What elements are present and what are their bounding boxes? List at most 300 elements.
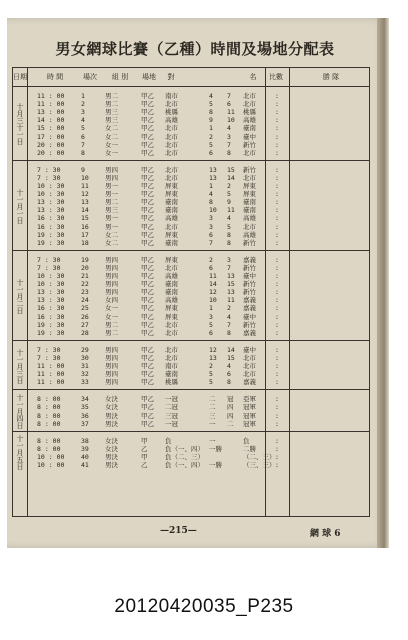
day-divider bbox=[13, 250, 369, 251]
team-num-a-cell: 5 bbox=[209, 378, 213, 387]
team-left-cell: 北市 bbox=[165, 328, 178, 337]
team-right-cell: 屏東 bbox=[243, 190, 256, 199]
match-no-cell: 3 bbox=[81, 108, 85, 117]
time-cell: 8 : 00 bbox=[37, 411, 61, 420]
team-num-b-cell: 11 bbox=[227, 206, 235, 215]
team-right-cell: 嘉義 bbox=[243, 255, 256, 264]
score-placeholder: : bbox=[275, 140, 279, 149]
team-num-b-cell: 9 bbox=[227, 198, 231, 207]
team-left-cell: 臺南 bbox=[165, 238, 178, 247]
group-cell: 男四 bbox=[105, 370, 118, 379]
court-cell: 甲乙 bbox=[141, 255, 154, 264]
match-no-cell: 33 bbox=[81, 378, 89, 387]
team-right-cell: （三、三） bbox=[243, 461, 276, 469]
team-num-b-cell: 4 bbox=[227, 124, 231, 133]
team-left-cell: 北市 bbox=[165, 320, 178, 329]
match-no-cell: 40 bbox=[81, 452, 89, 461]
team-num-b-cell: 4 bbox=[227, 214, 231, 223]
team-num-b-cell: 10 bbox=[227, 116, 235, 125]
time-cell: 7 : 30 bbox=[37, 345, 61, 354]
team-num-a-cell: 1 bbox=[209, 304, 213, 313]
team-num-a-cell: 6 bbox=[209, 148, 213, 157]
match-no-cell: 6 bbox=[81, 132, 85, 141]
team-num-b-cell: 四 bbox=[227, 403, 234, 412]
court-cell: 甲乙 bbox=[141, 182, 154, 190]
court-cell: 甲乙 bbox=[141, 100, 154, 109]
score-placeholder: : bbox=[275, 92, 279, 100]
team-left-cell: 一冠 bbox=[165, 419, 178, 428]
date-label: 十月三十一日 bbox=[16, 103, 24, 146]
time-cell: 11 : 00 bbox=[37, 100, 65, 109]
court-cell: 甲乙 bbox=[141, 238, 154, 247]
team-left-cell: 北市 bbox=[165, 140, 178, 149]
page-title: 男女網球比賽（乙種）時間及場地分配表 bbox=[55, 40, 335, 58]
match-no-cell: 32 bbox=[81, 370, 89, 379]
col-divider bbox=[289, 68, 290, 516]
team-num-a-cell: 5 bbox=[209, 140, 213, 149]
team-right-cell: 二勝 bbox=[243, 444, 256, 453]
match-no-cell: 30 bbox=[81, 353, 89, 362]
time-cell: 13 : 30 bbox=[37, 206, 65, 215]
group-cell: 女四 bbox=[105, 296, 118, 305]
score-placeholder: : bbox=[275, 419, 279, 428]
time-cell: 11 : 00 bbox=[37, 92, 65, 100]
team-right-cell: 臺南 bbox=[243, 124, 256, 133]
team-num-b-cell: 5 bbox=[227, 190, 231, 199]
score-placeholder: : bbox=[275, 238, 279, 247]
team-left-cell: 負 bbox=[165, 436, 172, 445]
team-num-b-cell: 二 bbox=[227, 419, 234, 428]
team-num-a-cell: 10 bbox=[209, 296, 217, 305]
group-cell: 男四 bbox=[105, 255, 118, 264]
team-left-cell: 北市 bbox=[165, 148, 178, 157]
match-no-cell: 39 bbox=[81, 444, 89, 453]
court-cell: 甲乙 bbox=[141, 403, 154, 412]
group-cell: 男四 bbox=[105, 362, 118, 370]
court-cell: 甲乙 bbox=[141, 132, 154, 141]
team-right-cell: 高雄 bbox=[243, 214, 256, 223]
time-cell: 14 : 00 bbox=[37, 116, 65, 125]
team-num-a-cell: 1 bbox=[209, 182, 213, 190]
team-left-cell: 臺南 bbox=[165, 288, 178, 297]
team-num-b-cell: 7 bbox=[227, 320, 231, 329]
team-right-cell: 臺中 bbox=[243, 272, 256, 280]
team-num-a-cell: 3 bbox=[209, 214, 213, 223]
team-num-a-cell: 2 bbox=[209, 362, 213, 370]
court-cell: 甲乙 bbox=[141, 370, 154, 379]
team-num-b-cell: 8 bbox=[227, 230, 231, 239]
group-cell: 男四 bbox=[105, 272, 118, 280]
group-cell: 男二 bbox=[105, 320, 118, 329]
time-cell: 20 : 00 bbox=[37, 148, 65, 157]
score-placeholder: : bbox=[275, 296, 279, 305]
group-cell: 女決 bbox=[105, 436, 118, 445]
group-cell: 女決 bbox=[105, 395, 118, 404]
match-no-cell: 37 bbox=[81, 419, 89, 428]
group-cell: 男二 bbox=[105, 100, 118, 109]
time-cell: 16 : 30 bbox=[37, 304, 65, 313]
team-right-cell: 新竹 bbox=[243, 140, 256, 149]
team-right-cell: 北市 bbox=[243, 148, 256, 157]
header-date: 日期 bbox=[13, 73, 27, 81]
group-cell: 男四 bbox=[105, 165, 118, 174]
group-cell: 女一 bbox=[105, 312, 118, 321]
match-no-cell: 2 bbox=[81, 100, 85, 109]
match-no-cell: 27 bbox=[81, 320, 89, 329]
team-num-b-cell: 15 bbox=[227, 165, 235, 174]
team-num-a-cell: 3 bbox=[209, 222, 213, 231]
match-no-cell: 35 bbox=[81, 403, 89, 412]
team-num-a-cell: 6 bbox=[209, 328, 213, 337]
group-cell: 男四 bbox=[105, 345, 118, 354]
group-cell: 男一 bbox=[105, 222, 118, 231]
team-left-cell: 負（二、三） bbox=[165, 452, 204, 461]
court-cell: 甲乙 bbox=[141, 395, 154, 404]
team-left-cell: 屏東 bbox=[165, 230, 178, 239]
score-placeholder: : bbox=[275, 206, 279, 215]
time-cell: 8 : 00 bbox=[37, 419, 61, 428]
score-placeholder: : bbox=[275, 395, 279, 404]
team-num-a-cell: 13 bbox=[209, 173, 217, 182]
match-no-cell: 11 bbox=[81, 182, 89, 190]
court-cell: 甲乙 bbox=[141, 190, 154, 199]
group-cell: 男決 bbox=[105, 419, 118, 428]
score-placeholder: : bbox=[275, 370, 279, 379]
col-divider bbox=[27, 68, 28, 516]
team-left-cell: 高雄 bbox=[165, 272, 178, 280]
match-no-cell: 36 bbox=[81, 411, 89, 420]
time-cell: 8 : 00 bbox=[37, 395, 61, 404]
team-left-cell: 負（一、四） bbox=[165, 461, 204, 469]
team-num-a-cell: 6 bbox=[209, 230, 213, 239]
court-cell: 甲乙 bbox=[141, 206, 154, 215]
court-cell: 甲乙 bbox=[141, 328, 154, 337]
image-caption: 20120420035_P235 bbox=[114, 596, 294, 617]
header-match-no: 場次 bbox=[83, 73, 97, 81]
team-num-a-cell: 一勝 bbox=[209, 461, 222, 469]
time-cell: 10 : 30 bbox=[37, 272, 65, 280]
team-right-cell: 北市 bbox=[243, 222, 256, 231]
score-placeholder: : bbox=[275, 263, 279, 272]
score-placeholder: : bbox=[275, 108, 279, 117]
court-cell: 甲乙 bbox=[141, 320, 154, 329]
team-right-cell: 新竹 bbox=[243, 320, 256, 329]
team-right-cell: （二、三） bbox=[243, 452, 276, 461]
team-left-cell: 臺南 bbox=[165, 370, 178, 379]
group-cell: 男決 bbox=[105, 411, 118, 420]
match-no-cell: 16 bbox=[81, 222, 89, 231]
time-cell: 8 : 00 bbox=[37, 444, 61, 453]
time-cell: 10 : 30 bbox=[37, 280, 65, 289]
time-cell: 16 : 30 bbox=[37, 222, 65, 231]
match-no-cell: 1 bbox=[81, 92, 85, 100]
team-num-a-cell: 13 bbox=[209, 353, 217, 362]
match-no-cell: 31 bbox=[81, 362, 89, 370]
time-cell: 7 : 30 bbox=[37, 173, 61, 182]
court-cell: 甲乙 bbox=[141, 148, 154, 157]
match-no-cell: 5 bbox=[81, 124, 85, 133]
team-left-cell: 負（一、四） bbox=[165, 444, 204, 453]
group-cell: 女二 bbox=[105, 124, 118, 133]
page-number: —215— bbox=[160, 526, 197, 536]
header-vs-left: 對 bbox=[167, 73, 175, 81]
time-cell: 13 : 30 bbox=[37, 296, 65, 305]
score-placeholder: : bbox=[275, 116, 279, 125]
team-num-a-cell: 10 bbox=[209, 206, 217, 215]
team-right-cell: 屏東 bbox=[243, 182, 256, 190]
match-no-cell: 34 bbox=[81, 395, 89, 404]
team-left-cell: 北市 bbox=[165, 173, 178, 182]
team-left-cell: 桃縣 bbox=[165, 378, 178, 387]
team-left-cell: 屏東 bbox=[165, 190, 178, 199]
group-cell: 女一 bbox=[105, 148, 118, 157]
group-cell: 男決 bbox=[105, 452, 118, 461]
team-right-cell: 北市 bbox=[243, 362, 256, 370]
team-left-cell: 高雄 bbox=[165, 116, 178, 125]
match-no-cell: 12 bbox=[81, 190, 89, 199]
score-placeholder: : bbox=[275, 452, 279, 461]
team-right-cell: 新竹 bbox=[243, 280, 256, 289]
team-left-cell: 高雄 bbox=[165, 296, 178, 305]
team-left-cell: 桃縣 bbox=[165, 108, 178, 117]
match-no-cell: 26 bbox=[81, 312, 89, 321]
date-label: 十一月一日 bbox=[16, 188, 24, 224]
date-label: 十一月四日 bbox=[16, 393, 24, 429]
match-no-cell: 24 bbox=[81, 296, 89, 305]
time-cell: 15 : 00 bbox=[37, 124, 65, 133]
header-court: 場地 bbox=[142, 73, 156, 81]
team-num-a-cell: 12 bbox=[209, 288, 217, 297]
group-cell: 男四 bbox=[105, 288, 118, 297]
group-cell: 男決 bbox=[105, 461, 118, 469]
team-right-cell: 嘉義 bbox=[243, 378, 256, 387]
match-no-cell: 19 bbox=[81, 255, 89, 264]
time-cell: 19 : 30 bbox=[37, 238, 65, 247]
team-num-a-cell: 11 bbox=[209, 272, 217, 280]
match-no-cell: 15 bbox=[81, 214, 89, 223]
team-right-cell: 臺南 bbox=[243, 198, 256, 207]
match-no-cell: 8 bbox=[81, 148, 85, 157]
team-num-a-cell: 二 bbox=[209, 395, 216, 404]
score-placeholder: : bbox=[275, 222, 279, 231]
time-cell: 11 : 00 bbox=[37, 370, 65, 379]
time-cell: 10 : 00 bbox=[37, 461, 65, 469]
day-divider bbox=[13, 389, 369, 390]
group-cell: 男三 bbox=[105, 206, 118, 215]
score-placeholder: : bbox=[275, 403, 279, 412]
team-left-cell: 北市 bbox=[165, 222, 178, 231]
score-placeholder: : bbox=[275, 411, 279, 420]
time-cell: 7 : 30 bbox=[37, 353, 61, 362]
team-left-cell: 屏東 bbox=[165, 182, 178, 190]
date-label: 十一月五日 bbox=[16, 435, 24, 471]
score-placeholder: : bbox=[275, 288, 279, 297]
group-cell: 女決 bbox=[105, 444, 118, 453]
running-footer: 網 球 6 bbox=[310, 529, 341, 539]
team-right-cell: 亞軍 bbox=[243, 395, 256, 404]
court-cell: 甲 bbox=[141, 452, 148, 461]
score-placeholder: : bbox=[275, 124, 279, 133]
team-num-b-cell: 8 bbox=[227, 148, 231, 157]
match-no-cell: 25 bbox=[81, 304, 89, 313]
time-cell: 7 : 30 bbox=[37, 255, 61, 264]
court-cell: 乙 bbox=[141, 461, 148, 469]
group-cell: 女二 bbox=[105, 230, 118, 239]
team-num-a-cell: 二 bbox=[209, 403, 216, 412]
time-cell: 16 : 30 bbox=[37, 312, 65, 321]
match-no-cell: 38 bbox=[81, 436, 89, 445]
team-num-b-cell: 14 bbox=[227, 173, 235, 182]
team-num-b-cell: 7 bbox=[227, 92, 231, 100]
team-right-cell: 嘉義 bbox=[243, 328, 256, 337]
match-no-cell: 18 bbox=[81, 238, 89, 247]
schedule-table bbox=[12, 67, 370, 517]
court-cell: 甲乙 bbox=[141, 272, 154, 280]
team-left-cell: 三冠 bbox=[165, 411, 178, 420]
score-placeholder: : bbox=[275, 345, 279, 354]
score-placeholder: : bbox=[275, 255, 279, 264]
score-placeholder: : bbox=[275, 148, 279, 157]
team-left-cell: 一冠 bbox=[165, 395, 178, 404]
score-placeholder: : bbox=[275, 173, 279, 182]
book-spine bbox=[377, 18, 389, 548]
team-right-cell: 臺中 bbox=[243, 312, 256, 321]
score-placeholder: : bbox=[275, 190, 279, 199]
team-right-cell: 北市 bbox=[243, 173, 256, 182]
time-cell: 8 : 00 bbox=[37, 436, 61, 445]
court-cell: 乙 bbox=[141, 444, 148, 453]
team-num-b-cell: 7 bbox=[227, 263, 231, 272]
team-num-b-cell: 四 bbox=[227, 411, 234, 420]
match-no-cell: 17 bbox=[81, 230, 89, 239]
team-right-cell: 北市 bbox=[243, 370, 256, 379]
team-num-b-cell: 2 bbox=[227, 182, 231, 190]
court-cell: 甲乙 bbox=[141, 222, 154, 231]
court-cell: 甲乙 bbox=[141, 288, 154, 297]
court-cell: 甲乙 bbox=[141, 304, 154, 313]
score-placeholder: : bbox=[275, 312, 279, 321]
court-cell: 甲乙 bbox=[141, 173, 154, 182]
score-placeholder: : bbox=[275, 304, 279, 313]
team-right-cell: 新竹 bbox=[243, 288, 256, 297]
court-cell: 甲乙 bbox=[141, 280, 154, 289]
team-right-cell: 北市 bbox=[243, 100, 256, 109]
team-left-cell: 屏東 bbox=[165, 304, 178, 313]
team-num-b-cell: 14 bbox=[227, 345, 235, 354]
team-num-b-cell: 13 bbox=[227, 272, 235, 280]
court-cell: 甲 bbox=[141, 436, 148, 445]
team-num-b-cell: 冠 bbox=[227, 395, 234, 404]
group-cell: 男四 bbox=[105, 280, 118, 289]
team-num-a-cell: 三 bbox=[209, 411, 216, 420]
match-no-cell: 21 bbox=[81, 272, 89, 280]
team-left-cell: 北市 bbox=[165, 124, 178, 133]
day-divider bbox=[13, 431, 369, 432]
court-cell: 甲乙 bbox=[141, 312, 154, 321]
team-right-cell: 新竹 bbox=[243, 238, 256, 247]
time-cell: 10 : 30 bbox=[37, 182, 65, 190]
court-cell: 甲乙 bbox=[141, 108, 154, 117]
team-num-b-cell: 3 bbox=[227, 132, 231, 141]
team-left-cell: 北市 bbox=[165, 353, 178, 362]
team-num-a-cell: 5 bbox=[209, 100, 213, 109]
score-placeholder: : bbox=[275, 165, 279, 174]
court-cell: 甲乙 bbox=[141, 92, 154, 100]
score-placeholder: : bbox=[275, 353, 279, 362]
court-cell: 甲乙 bbox=[141, 116, 154, 125]
team-num-a-cell: 8 bbox=[209, 198, 213, 207]
team-num-b-cell: 8 bbox=[227, 238, 231, 247]
date-label: 十一月三日 bbox=[16, 348, 24, 384]
match-no-cell: 28 bbox=[81, 328, 89, 337]
time-cell: 7 : 30 bbox=[37, 165, 61, 174]
score-placeholder: : bbox=[275, 182, 279, 190]
team-left-cell: 二冠 bbox=[165, 403, 178, 412]
time-cell: 13 : 30 bbox=[37, 288, 65, 297]
court-cell: 甲乙 bbox=[141, 345, 154, 354]
group-cell: 男四 bbox=[105, 173, 118, 182]
team-num-a-cell: 7 bbox=[209, 238, 213, 247]
score-placeholder: : bbox=[275, 444, 279, 453]
team-num-a-cell: 8 bbox=[209, 108, 213, 117]
team-right-cell: 臺南 bbox=[243, 206, 256, 215]
score-placeholder: : bbox=[275, 461, 279, 469]
team-num-a-cell: 2 bbox=[209, 255, 213, 264]
time-cell: 19 : 30 bbox=[37, 320, 65, 329]
group-cell: 男三 bbox=[105, 108, 118, 117]
time-cell: 8 : 00 bbox=[37, 403, 61, 412]
team-right-cell: 冠軍 bbox=[243, 411, 256, 420]
team-num-a-cell: 2 bbox=[209, 132, 213, 141]
team-num-b-cell: 3 bbox=[227, 255, 231, 264]
court-cell: 甲乙 bbox=[141, 353, 154, 362]
team-num-a-cell: 9 bbox=[209, 116, 213, 125]
time-cell: 10 : 00 bbox=[37, 452, 65, 461]
team-left-cell: 南市 bbox=[165, 92, 178, 100]
match-no-cell: 14 bbox=[81, 206, 89, 215]
team-left-cell: 臺南 bbox=[165, 198, 178, 207]
header-time: 時 間 bbox=[46, 73, 64, 81]
team-num-a-cell: 14 bbox=[209, 280, 217, 289]
team-num-b-cell: 11 bbox=[227, 296, 235, 305]
group-cell: 男一 bbox=[105, 182, 118, 190]
team-left-cell: 北市 bbox=[165, 132, 178, 141]
team-num-a-cell: 一勝 bbox=[209, 444, 222, 453]
team-right-cell: 高雄 bbox=[243, 230, 256, 239]
team-num-b-cell: 15 bbox=[227, 280, 235, 289]
team-right-cell: 嘉義 bbox=[243, 304, 256, 313]
score-placeholder: : bbox=[275, 378, 279, 387]
court-cell: 甲乙 bbox=[141, 263, 154, 272]
court-cell: 甲乙 bbox=[141, 362, 154, 370]
team-num-a-cell: 12 bbox=[209, 345, 217, 354]
team-num-b-cell: 4 bbox=[227, 312, 231, 321]
header-score: 比數 bbox=[269, 73, 283, 81]
header-vs-right: 名 bbox=[249, 73, 257, 81]
score-placeholder: : bbox=[275, 214, 279, 223]
team-num-a-cell: 4 bbox=[209, 92, 213, 100]
team-num-a-cell: 4 bbox=[209, 190, 213, 199]
match-no-cell: 29 bbox=[81, 345, 89, 354]
team-right-cell: 冠軍 bbox=[243, 419, 256, 428]
group-cell: 女一 bbox=[105, 140, 118, 149]
team-right-cell: 新竹 bbox=[243, 165, 256, 174]
court-cell: 甲乙 bbox=[141, 198, 154, 207]
match-no-cell: 22 bbox=[81, 280, 89, 289]
time-cell: 7 : 30 bbox=[37, 263, 61, 272]
team-left-cell: 屏東 bbox=[165, 255, 178, 264]
team-num-a-cell: 一 bbox=[209, 436, 216, 445]
